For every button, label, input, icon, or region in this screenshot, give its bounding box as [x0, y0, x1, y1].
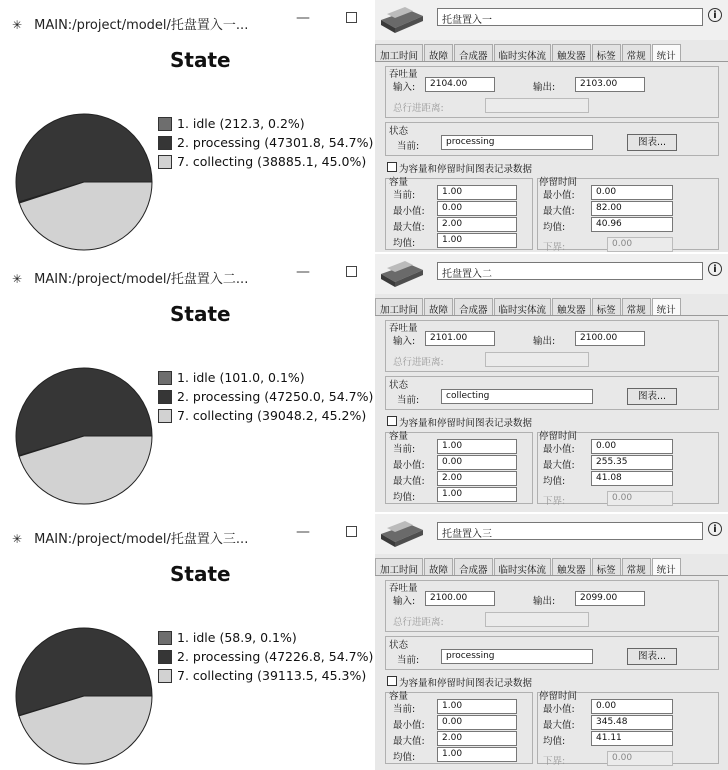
state-pie-chart: [14, 112, 154, 252]
tab-5[interactable]: 标签: [592, 298, 621, 315]
state-pie-chart: [14, 366, 154, 506]
cap-max-field[interactable]: 2.00: [437, 471, 517, 486]
output-label: 输出:: [533, 82, 556, 93]
tab-4[interactable]: 触发器: [552, 298, 591, 315]
legend-item: [158, 133, 373, 152]
tab-3[interactable]: 临时实体流: [494, 44, 552, 61]
legend-swatch: [158, 371, 172, 385]
cap-current-label: 当前:: [393, 190, 416, 201]
chart-legend: [158, 628, 373, 685]
lower-bound-label: 下界:: [543, 242, 566, 252]
cap-max-field[interactable]: 2.00: [437, 217, 517, 232]
minimize-button[interactable]: —: [296, 524, 310, 540]
record-data-label: 为容量和停留时间图表记录数据: [399, 164, 533, 175]
tab-2[interactable]: 合成器: [454, 298, 493, 315]
stay-max-field[interactable]: 255.35: [591, 455, 673, 470]
stay-avg-field[interactable]: 41.11: [591, 731, 673, 746]
legend-label: 2. processing (47250.0, 54.7%): [177, 389, 374, 404]
legend-swatch: [158, 650, 172, 664]
stay-avg-field[interactable]: 40.96: [591, 217, 673, 232]
state-current-label: 当前:: [397, 395, 420, 406]
output-label: 输出:: [533, 596, 556, 607]
legend-label: 7. collecting (39113.5, 45.3%): [177, 668, 367, 683]
stay-min-field[interactable]: 0.00: [591, 439, 673, 454]
legend-label: 7. collecting (38885.1, 45.0%): [177, 154, 367, 169]
input-field[interactable]: 2104.00: [425, 77, 495, 92]
cap-max-label: 最大值:: [393, 222, 425, 233]
legend-swatch: [158, 669, 172, 683]
tab-6[interactable]: 常规: [622, 44, 651, 61]
properties-header: [375, 254, 728, 294]
state-current-field[interactable]: processing: [441, 135, 593, 150]
cap-min-field[interactable]: 0.00: [437, 455, 517, 470]
lower-bound-label: 下界:: [543, 496, 566, 507]
capacity-label: 容量: [389, 177, 409, 188]
app-icon: ✳: [12, 18, 23, 32]
cap-min-label: 最小值:: [393, 720, 425, 731]
properties-panel: [375, 254, 728, 512]
model-row-3: [0, 514, 728, 770]
tab-3[interactable]: 临时实体流: [494, 298, 552, 315]
legend-swatch: [158, 155, 172, 169]
window-title: [12, 268, 248, 287]
cap-avg-label: 均值:: [393, 238, 416, 249]
tab-6[interactable]: 常规: [622, 558, 651, 575]
tab-1[interactable]: 故障: [424, 558, 453, 575]
legend-item: [158, 152, 373, 171]
maximize-button[interactable]: [346, 12, 357, 23]
window-title: [12, 14, 248, 33]
record-data-checkbox[interactable]: [387, 676, 397, 686]
input-label: 输入:: [393, 82, 416, 93]
app-icon: ✳: [12, 272, 23, 286]
cap-min-field[interactable]: 0.00: [437, 715, 517, 730]
stay-max-field[interactable]: 345.48: [591, 715, 673, 730]
chart-window: [0, 254, 372, 512]
legend-swatch: [158, 117, 172, 131]
legend-item: [158, 387, 373, 406]
window-title: [12, 528, 248, 547]
stay-min-field[interactable]: 0.00: [591, 185, 673, 200]
cap-avg-field[interactable]: 1.00: [437, 487, 517, 502]
tab-0[interactable]: 加工时间: [375, 298, 423, 315]
window-title-text: MAIN:/project/model/托盘置入二...: [34, 272, 249, 287]
pallet-object-icon: [379, 518, 425, 548]
legend-item: [158, 647, 373, 666]
tab-5[interactable]: 标签: [592, 558, 621, 575]
stay-max-label: 最大值:: [543, 206, 575, 217]
record-data-label: 为容量和停留时间图表记录数据: [399, 418, 533, 429]
travel-distance-field: [485, 98, 589, 113]
state-current-label: 当前:: [397, 655, 420, 666]
tab-6[interactable]: 常规: [622, 298, 651, 315]
cap-current-label: 当前:: [393, 704, 416, 715]
stay-min-label: 最小值:: [543, 704, 575, 715]
input-label: 输入:: [393, 596, 416, 607]
cap-avg-label: 均值:: [393, 492, 416, 503]
maximize-button[interactable]: [346, 266, 357, 277]
tab-7[interactable]: 统计: [652, 558, 681, 575]
lower-bound-field: 0.00: [607, 237, 673, 252]
travel-distance-label: 总行进距离:: [393, 617, 444, 628]
input-field[interactable]: 2101.00: [425, 331, 495, 346]
cap-max-label: 最大值:: [393, 476, 425, 487]
legend-swatch: [158, 390, 172, 404]
legend-label: 1. idle (58.9, 0.1%): [177, 630, 297, 645]
chart-button[interactable]: 图表...: [627, 648, 677, 665]
chart-window: [0, 0, 372, 252]
stay-min-label: 最小值:: [543, 444, 575, 455]
capacity-label: 容量: [389, 691, 409, 702]
legend-item: [158, 628, 373, 647]
legend-item: [158, 666, 373, 685]
cap-current-field[interactable]: 1.00: [437, 439, 517, 454]
legend-label: 1. idle (212.3, 0.2%): [177, 116, 305, 131]
object-name-field[interactable]: 托盘置入二: [437, 262, 703, 280]
cap-avg-field[interactable]: 1.00: [437, 747, 517, 762]
lower-bound-field: 0.00: [607, 491, 673, 506]
properties-panel: [375, 514, 728, 770]
stay-time-label: 停留时间: [539, 691, 578, 702]
output-field[interactable]: 2100.00: [575, 331, 645, 346]
stay-min-field[interactable]: 0.00: [591, 699, 673, 714]
object-name-field[interactable]: 托盘置入三: [437, 522, 703, 540]
tab-1[interactable]: 故障: [424, 44, 453, 61]
tab-2[interactable]: 合成器: [454, 558, 493, 575]
tab-4[interactable]: 触发器: [552, 44, 591, 61]
legend-label: 2. processing (47301.8, 54.7%): [177, 135, 374, 150]
stay-avg-label: 均值:: [543, 222, 566, 233]
throughput-label: 吞吐量: [389, 583, 418, 594]
cap-current-field[interactable]: 1.00: [437, 699, 517, 714]
legend-item: [158, 114, 373, 133]
state-pie-chart: [14, 626, 154, 766]
record-data-checkbox[interactable]: [387, 416, 397, 426]
stay-min-label: 最小值:: [543, 190, 575, 201]
cap-avg-label: 均值:: [393, 752, 416, 763]
cap-min-label: 最小值:: [393, 206, 425, 217]
legend-label: 7. collecting (39048.2, 45.2%): [177, 408, 367, 423]
legend-label: 2. processing (47226.8, 54.7%): [177, 649, 374, 664]
properties-panel: [375, 0, 728, 252]
travel-distance-label: 总行进距离:: [393, 103, 444, 114]
tab-5[interactable]: 标签: [592, 44, 621, 61]
cap-max-label: 最大值:: [393, 736, 425, 747]
tab-1[interactable]: 故障: [424, 298, 453, 315]
tab-0[interactable]: 加工时间: [375, 558, 423, 575]
state-current-label: 当前:: [397, 141, 420, 152]
cap-current-field[interactable]: 1.00: [437, 185, 517, 200]
model-row-2: [0, 254, 728, 512]
input-field[interactable]: 2100.00: [425, 591, 495, 606]
capacity-label: 容量: [389, 431, 409, 442]
property-tabs: [375, 558, 728, 576]
stay-time-label: 停留时间: [539, 177, 578, 188]
tab-2[interactable]: 合成器: [454, 44, 493, 61]
stay-max-label: 最大值:: [543, 460, 575, 471]
tab-3[interactable]: 临时实体流: [494, 558, 552, 575]
lower-bound-label: 下界:: [543, 756, 566, 767]
chart-button[interactable]: 图表...: [627, 134, 677, 151]
record-data-label: 为容量和停留时间图表记录数据: [399, 678, 533, 689]
minimize-button[interactable]: —: [296, 10, 310, 26]
properties-header: [375, 514, 728, 554]
cap-current-label: 当前:: [393, 444, 416, 455]
legend-swatch: [158, 136, 172, 150]
chart-legend: [158, 114, 373, 171]
legend-item: [158, 406, 373, 425]
throughput-label: 吞吐量: [389, 69, 418, 80]
chart-title: State: [170, 302, 231, 326]
throughput-label: 吞吐量: [389, 323, 418, 334]
stay-avg-field[interactable]: 41.08: [591, 471, 673, 486]
cap-max-field[interactable]: 2.00: [437, 731, 517, 746]
travel-distance-field: [485, 612, 589, 627]
state-label: 状态: [389, 126, 409, 137]
state-label: 状态: [389, 640, 409, 651]
minimize-button[interactable]: —: [296, 264, 310, 280]
chart-title: State: [170, 48, 231, 72]
state-current-field[interactable]: collecting: [441, 389, 593, 404]
app-icon: ✳: [12, 532, 23, 546]
output-label: 输出:: [533, 336, 556, 347]
info-icon[interactable]: i: [708, 262, 722, 276]
tab-4[interactable]: 触发器: [552, 558, 591, 575]
cap-avg-field[interactable]: 1.00: [437, 233, 517, 248]
pallet-object-icon: [379, 258, 425, 288]
chart-title: State: [170, 562, 231, 586]
tab-7[interactable]: 统计: [652, 298, 681, 315]
chart-legend: [158, 368, 373, 425]
chart-window: [0, 514, 372, 770]
travel-distance-label: 总行进距离:: [393, 357, 444, 368]
window-title-text: MAIN:/project/model/托盘置入一...: [34, 18, 249, 33]
maximize-button[interactable]: [346, 526, 357, 537]
legend-swatch: [158, 409, 172, 423]
object-name-field[interactable]: 托盘置入一: [437, 8, 703, 26]
output-field[interactable]: 2099.00: [575, 591, 645, 606]
property-tabs: [375, 298, 728, 316]
model-row-1: [0, 0, 728, 252]
tab-0[interactable]: 加工时间: [375, 44, 423, 61]
input-label: 输入:: [393, 336, 416, 347]
tab-7[interactable]: 统计: [652, 44, 681, 61]
cap-min-label: 最小值:: [393, 460, 425, 471]
info-icon[interactable]: i: [708, 8, 722, 22]
window-title-text: MAIN:/project/model/托盘置入三...: [34, 532, 249, 547]
stay-time-label: 停留时间: [539, 431, 578, 442]
stay-max-field[interactable]: 82.00: [591, 201, 673, 216]
state-label: 状态: [389, 380, 409, 391]
stay-avg-label: 均值:: [543, 476, 566, 487]
chart-button[interactable]: 图表...: [627, 388, 677, 405]
stay-max-label: 最大值:: [543, 720, 575, 731]
state-current-field[interactable]: processing: [441, 649, 593, 664]
cap-min-field[interactable]: 0.00: [437, 201, 517, 216]
travel-distance-field: [485, 352, 589, 367]
legend-swatch: [158, 631, 172, 645]
properties-header: [375, 0, 728, 40]
lower-bound-field: 0.00: [607, 751, 673, 766]
output-field[interactable]: 2103.00: [575, 77, 645, 92]
pallet-object-icon: [379, 4, 425, 34]
info-icon[interactable]: i: [708, 522, 722, 536]
legend-item: [158, 368, 373, 387]
stay-avg-label: 均值:: [543, 736, 566, 747]
record-data-checkbox[interactable]: [387, 162, 397, 172]
legend-label: 1. idle (101.0, 0.1%): [177, 370, 305, 385]
property-tabs: [375, 44, 728, 62]
